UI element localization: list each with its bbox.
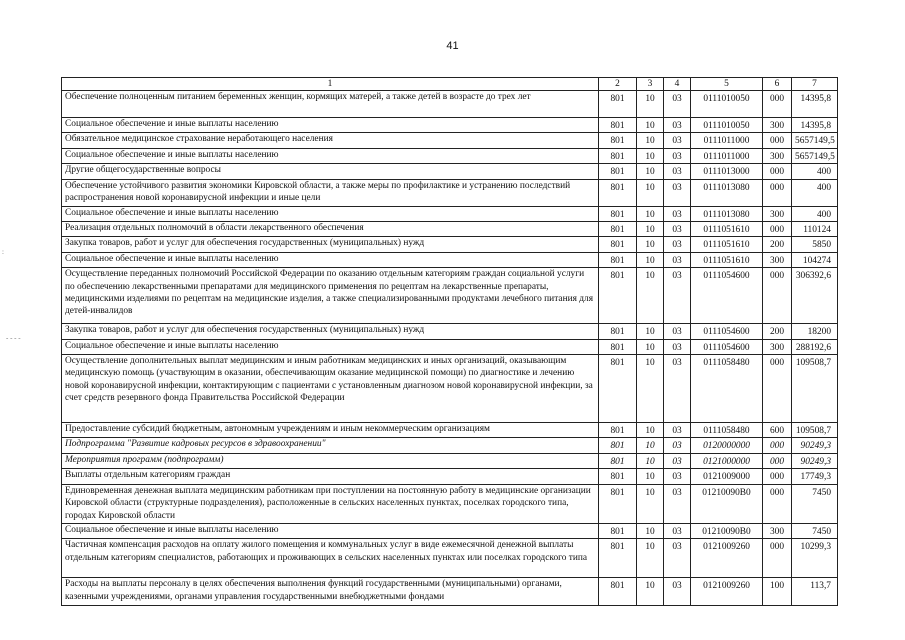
table-row [62, 148, 838, 163]
column-header: 5 [691, 78, 763, 91]
code-target-article: 0111054600 [691, 324, 763, 339]
code-expense-type: 000 [763, 438, 792, 453]
row-description: Социальное обеспечение и иные выплаты населению [62, 339, 599, 354]
row-description: Закупка товаров, работ и услуг для обеспечения государственных (муниципальных) нужд [62, 324, 599, 339]
code-section: 10 [637, 423, 664, 438]
code-section: 10 [637, 339, 664, 354]
code-ministry: 801 [599, 148, 637, 163]
code-subsection: 03 [664, 539, 691, 578]
code-subsection: 03 [664, 578, 691, 606]
column-header: 4 [664, 78, 691, 91]
code-subsection: 03 [664, 118, 691, 133]
table-row [62, 206, 838, 221]
code-target-article: 0111051610 [691, 222, 763, 237]
code-target-article: 0121000000 [691, 453, 763, 468]
row-description: Осуществление дополнительных выплат медицинским и иным работникам медицинских и иных организаций, оказывающим медицинскую помощь (участвующим в оказании, обеспечивающим оказание медицинской помощи) по диагностике и лечению новой коронавирусной инфекции, контактирующим с пациентами с установленным диагнозом новой коронавирусной инфекции, за счет средств резервного фонда Правительства Российской Федерации [62, 355, 599, 423]
row-description: Частичная компенсация расходов на оплату жилого помещения и коммунальных услуг в виде ежемесячной денежной выплаты отдельным категориям специалистов, работающих и проживающих в сельских населенных пунктах или поселках городского типа [62, 539, 599, 578]
code-expense-type: 000 [763, 222, 792, 237]
code-target-article: 0111010050 [691, 91, 763, 118]
row-amount: 14395,8 [792, 91, 838, 118]
row-amount: 90249,3 [792, 453, 838, 468]
code-expense-type: 000 [763, 355, 792, 423]
code-expense-type: 200 [763, 324, 792, 339]
row-description: Предоставление субсидий бюджетным, автономным учреждениям и иным некоммерческим организациям [62, 423, 599, 438]
code-ministry: 801 [599, 484, 637, 523]
column-header: 6 [763, 78, 792, 91]
row-amount: 306392,6 [792, 268, 838, 324]
row-amount: 109508,7 [792, 355, 838, 423]
code-expense-type: 300 [763, 118, 792, 133]
code-section: 10 [637, 355, 664, 423]
code-expense-type: 000 [763, 268, 792, 324]
code-target-article: 0121009260 [691, 578, 763, 606]
code-subsection: 03 [664, 355, 691, 423]
code-expense-type: 300 [763, 252, 792, 267]
row-amount: 104274 [792, 252, 838, 267]
code-section: 10 [637, 118, 664, 133]
row-amount: 18200 [792, 324, 838, 339]
code-ministry: 801 [599, 206, 637, 221]
code-ministry: 801 [599, 539, 637, 578]
row-description: Другие общегосударственные вопросы [62, 164, 599, 179]
code-subsection: 03 [664, 179, 691, 206]
code-target-article: 0120000000 [691, 438, 763, 453]
table-row [62, 539, 838, 578]
row-amount: 7450 [792, 523, 838, 538]
table-row [62, 453, 838, 468]
code-target-article: 0121009000 [691, 469, 763, 484]
code-target-article: 0111054600 [691, 268, 763, 324]
code-section: 10 [637, 484, 664, 523]
code-target-article: 0111011000 [691, 133, 763, 148]
code-ministry: 801 [599, 324, 637, 339]
table-row [62, 423, 838, 438]
row-amount: 90249,3 [792, 438, 838, 453]
code-section: 10 [637, 453, 664, 468]
table-row [62, 438, 838, 453]
code-target-article: 0111058480 [691, 423, 763, 438]
table-row [62, 118, 838, 133]
code-subsection: 03 [664, 237, 691, 252]
row-description: Обязательное медицинское страхование неработающего населения [62, 133, 599, 148]
row-description: Выплаты отдельным категориям граждан [62, 469, 599, 484]
code-section: 10 [637, 578, 664, 606]
row-description: Единовременная денежная выплата медицинским работникам при поступлении на постоянную работу в медицинские организации Кировской области (структурные подразделения), расположенные в сельских населенных пунктах, поселках городского типа, городах Кировской области [62, 484, 599, 523]
table-row [62, 339, 838, 354]
code-section: 10 [637, 523, 664, 538]
code-target-article: 0111051610 [691, 237, 763, 252]
row-description: Социальное обеспечение и иные выплаты населению [62, 148, 599, 163]
code-target-article: 0111058480 [691, 355, 763, 423]
row-amount: 14395,8 [792, 118, 838, 133]
code-subsection: 03 [664, 164, 691, 179]
row-description: Социальное обеспечение и иные выплаты населению [62, 523, 599, 538]
budget-table [61, 77, 838, 606]
row-amount: 400 [792, 179, 838, 206]
column-header: 7 [792, 78, 838, 91]
row-description: Обеспечение устойчивого развития экономики Кировской области, а также меры по профилактике и устранению последствий распространения новой коронавирусной инфекции и иные цели [62, 179, 599, 206]
code-subsection: 03 [664, 339, 691, 354]
table-row [62, 324, 838, 339]
code-expense-type: 300 [763, 523, 792, 538]
code-subsection: 03 [664, 423, 691, 438]
row-amount: 113,7 [792, 578, 838, 606]
scan-margin-mark: ‐ ‐ ‐ ‐ [6, 334, 21, 342]
code-section: 10 [637, 438, 664, 453]
code-section: 10 [637, 148, 664, 163]
code-target-article: 0111011000 [691, 148, 763, 163]
row-amount: 109508,7 [792, 423, 838, 438]
code-section: 10 [637, 539, 664, 578]
row-amount: 17749,3 [792, 469, 838, 484]
row-description: Социальное обеспечение и иные выплаты населению [62, 206, 599, 221]
code-subsection: 03 [664, 91, 691, 118]
code-subsection: 03 [664, 523, 691, 538]
row-amount: 5850 [792, 237, 838, 252]
code-ministry: 801 [599, 423, 637, 438]
code-ministry: 801 [599, 237, 637, 252]
table-row [62, 164, 838, 179]
code-target-article: 01210090В0 [691, 484, 763, 523]
table-row [62, 268, 838, 324]
code-target-article: 0111054600 [691, 339, 763, 354]
row-amount: 7450 [792, 484, 838, 523]
code-section: 10 [637, 206, 664, 221]
code-section: 10 [637, 91, 664, 118]
row-description: Подпрограмма "Развитие кадровых ресурсов в здравоохранении" [62, 438, 599, 453]
table-row [62, 91, 838, 118]
code-expense-type: 000 [763, 469, 792, 484]
code-expense-type: 000 [763, 91, 792, 118]
code-section: 10 [637, 164, 664, 179]
code-section: 10 [637, 268, 664, 324]
table-header-row [62, 78, 838, 91]
column-header: 2 [599, 78, 637, 91]
code-expense-type: 000 [763, 539, 792, 578]
code-expense-type: 000 [763, 164, 792, 179]
table-row [62, 252, 838, 267]
code-ministry: 801 [599, 179, 637, 206]
table-row [62, 523, 838, 538]
code-ministry: 801 [599, 578, 637, 606]
code-target-article: 0111013000 [691, 164, 763, 179]
row-amount: 400 [792, 164, 838, 179]
code-subsection: 03 [664, 453, 691, 468]
code-ministry: 801 [599, 222, 637, 237]
code-ministry: 801 [599, 268, 637, 324]
table-row [62, 222, 838, 237]
code-section: 10 [637, 324, 664, 339]
code-expense-type: 300 [763, 206, 792, 221]
row-description: Расходы на выплаты персоналу в целях обеспечения выполнения функций государственными (муниципальными) органами, казенными учреждениями, органами управления государственными внебюджетными фондами [62, 578, 599, 606]
row-amount: 288192,6 [792, 339, 838, 354]
code-subsection: 03 [664, 222, 691, 237]
code-expense-type: 000 [763, 453, 792, 468]
code-target-article: 01210090В0 [691, 523, 763, 538]
table-row [62, 133, 838, 148]
code-expense-type: 300 [763, 148, 792, 163]
row-description: Осуществление переданных полномочий Российской Федерации по оказанию отдельным категориям граждан социальной услуги по обеспечению лекарственными препаратами для медицинского применения по рецептам на лекарственные препараты, медицинскими изделиями по рецептам на медицинские изделия, а также специализированными продуктами лечебного питания для детей-инвалидов [62, 268, 599, 324]
code-subsection: 03 [664, 133, 691, 148]
row-amount: 400 [792, 206, 838, 221]
row-amount: 10299,3 [792, 539, 838, 578]
code-ministry: 801 [599, 91, 637, 118]
table-row [62, 578, 838, 606]
row-description: Мероприятия программ (подпрограмм) [62, 453, 599, 468]
code-subsection: 03 [664, 206, 691, 221]
code-section: 10 [637, 252, 664, 267]
code-subsection: 03 [664, 148, 691, 163]
code-expense-type: 000 [763, 133, 792, 148]
row-description: Социальное обеспечение и иные выплаты населению [62, 252, 599, 267]
row-amount: 110124 [792, 222, 838, 237]
table-row [62, 484, 838, 523]
code-subsection: 03 [664, 268, 691, 324]
code-subsection: 03 [664, 469, 691, 484]
code-ministry: 801 [599, 453, 637, 468]
code-ministry: 801 [599, 339, 637, 354]
code-target-article: 0111051610 [691, 252, 763, 267]
column-header: 3 [637, 78, 664, 91]
code-subsection: 03 [664, 438, 691, 453]
code-section: 10 [637, 237, 664, 252]
code-section: 10 [637, 133, 664, 148]
table-body [62, 91, 838, 606]
scan-margin-mark: : [2, 248, 4, 256]
code-ministry: 801 [599, 133, 637, 148]
row-description: Обеспечение полноценным питанием беременных женщин, кормящих матерей, а также детей в возрасте до трех лет [62, 91, 599, 118]
code-ministry: 801 [599, 469, 637, 484]
code-expense-type: 000 [763, 484, 792, 523]
code-target-article: 0111010050 [691, 118, 763, 133]
row-description: Закупка товаров, работ и услуг для обеспечения государственных (муниципальных) нужд [62, 237, 599, 252]
table-row [62, 469, 838, 484]
code-target-article: 0111013080 [691, 179, 763, 206]
code-ministry: 801 [599, 355, 637, 423]
code-ministry: 801 [599, 164, 637, 179]
code-expense-type: 000 [763, 179, 792, 206]
row-description: Социальное обеспечение и иные выплаты населению [62, 118, 599, 133]
code-ministry: 801 [599, 118, 637, 133]
code-subsection: 03 [664, 484, 691, 523]
code-target-article: 0121009260 [691, 539, 763, 578]
code-ministry: 801 [599, 252, 637, 267]
code-expense-type: 200 [763, 237, 792, 252]
code-subsection: 03 [664, 324, 691, 339]
code-section: 10 [637, 222, 664, 237]
code-target-article: 0111013080 [691, 206, 763, 221]
code-expense-type: 300 [763, 339, 792, 354]
code-ministry: 801 [599, 523, 637, 538]
code-section: 10 [637, 469, 664, 484]
code-expense-type: 100 [763, 578, 792, 606]
page-number: 41 [446, 40, 459, 52]
code-section: 10 [637, 179, 664, 206]
row-amount: 5657149,5 [792, 133, 838, 148]
table-row [62, 237, 838, 252]
code-expense-type: 600 [763, 423, 792, 438]
code-ministry: 801 [599, 438, 637, 453]
code-subsection: 03 [664, 252, 691, 267]
table-row [62, 355, 838, 423]
row-amount: 5657149,5 [792, 148, 838, 163]
row-description: Реализация отдельных полномочий в области лекарственного обеспечения [62, 222, 599, 237]
column-header: 1 [62, 78, 599, 91]
budget-table-container [61, 77, 837, 606]
table-row [62, 179, 838, 206]
